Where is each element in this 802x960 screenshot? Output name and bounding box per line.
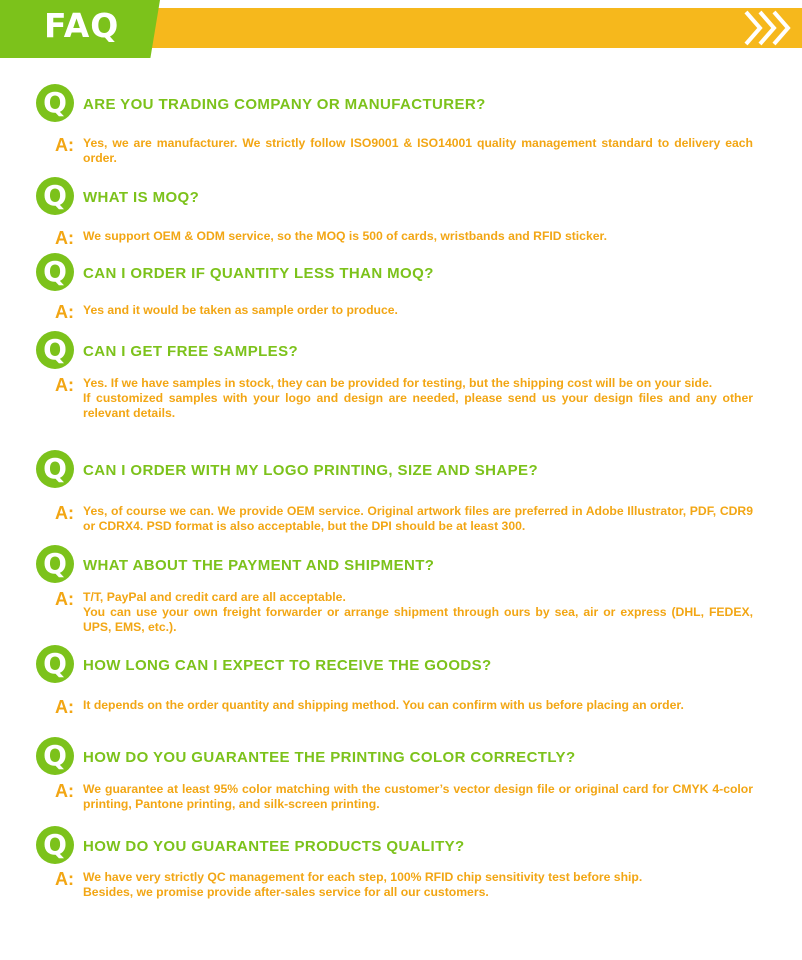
question-text: WHAT ABOUT THE PAYMENT AND SHIPMENT? [83,557,435,574]
question-text: CAN I GET FREE SAMPLES? [83,343,299,360]
question-text: HOW DO YOU GUARANTEE THE PRINTING COLOR CORRECTLY? [83,749,576,766]
answer-text [83,136,753,166]
answer-line: You can use your own freight forwarder or arrange shipment through ours by sea, air or express (DHL, FEDEX, UPS, EMS, etc.). [83,605,753,634]
question-text: ARE YOU TRADING COMPANY OR MANUFACTURER? [83,96,486,113]
q-badge-icon: Q [36,84,74,122]
answer-line: We support OEM & ODM service, so the MOQ is 500 of cards, wristbands and RFID sticker. [83,229,607,243]
answer-text [83,870,753,900]
q-badge-icon: Q [36,545,74,583]
question-text: HOW LONG CAN I EXPECT TO RECEIVE THE GOODS? [83,657,492,674]
answer-text [83,698,753,713]
answer-label: A: [55,228,74,248]
answer-text [83,504,753,534]
question-text: CAN I ORDER WITH MY LOGO PRINTING, SIZE AND SHAPE? [83,462,539,479]
answer-line: Yes, of course we can. We provide OEM service. Original artwork files are preferred in Adobe Illustrator, PDF, CDR9 or CDRX4. PSD format is also acceptable, but the DPI should be at least 300. [83,504,753,533]
answer-line: T/T, PayPal and credit card are all acceptable. [83,590,346,604]
answer-label: A: [55,375,74,395]
answer-line: Yes. If we have samples in stock, they can be provided for testing, but the shipping cost will be on your side. [83,376,713,390]
question-text: WHAT IS MOQ? [83,189,200,206]
answer-line: We have very strictly QC management for each step, 100% RFID chip sensitivity test before ship. [83,870,643,884]
answer-label: A: [55,503,74,523]
question-text: CAN I ORDER IF QUANTITY LESS THAN MOQ? [83,265,434,282]
answer-line: If customized samples with your logo and design are needed, please send us your design files and any other relevant details. [83,391,753,420]
page-title: FAQ [44,6,120,45]
answer-text [83,303,753,318]
answer-line: Yes, we are manufacturer. We strictly follow ISO9001 & ISO14001 quality management standard to delivery each order. [83,136,753,165]
answer-text [83,590,753,635]
answer-label: A: [55,697,74,717]
answer-line: We guarantee at least 95% color matching with the customer’s vector design file or original card for CMYK 4-color printing, Pantone printing, and silk-screen printing. [83,782,753,811]
q-badge-icon: Q [36,737,74,775]
q-badge-icon: Q [36,450,74,488]
answer-label: A: [55,869,74,889]
answer-text [83,782,753,812]
answer-text [83,229,753,244]
answer-label: A: [55,781,74,801]
q-badge-icon: Q [36,253,74,291]
answer-line: It depends on the order quantity and shipping method. You can confirm with us before placing an order. [83,698,684,712]
q-badge-icon: Q [36,331,74,369]
q-badge-icon: Q [36,177,74,215]
q-badge-icon: Q [36,826,74,864]
answer-line: Yes and it would be taken as sample order to produce. [83,303,398,317]
answer-line: Besides, we promise provide after-sales service for all our customers. [83,885,489,899]
header-yellow-bar [150,8,802,48]
answer-text [83,376,753,421]
q-badge-icon: Q [36,645,74,683]
chevron-right-icon [740,8,802,48]
question-text: HOW DO YOU GUARANTEE PRODUCTS QUALITY? [83,838,465,855]
answer-label: A: [55,302,74,322]
faq-header [0,0,802,60]
answer-label: A: [55,135,74,155]
answer-label: A: [55,589,74,609]
